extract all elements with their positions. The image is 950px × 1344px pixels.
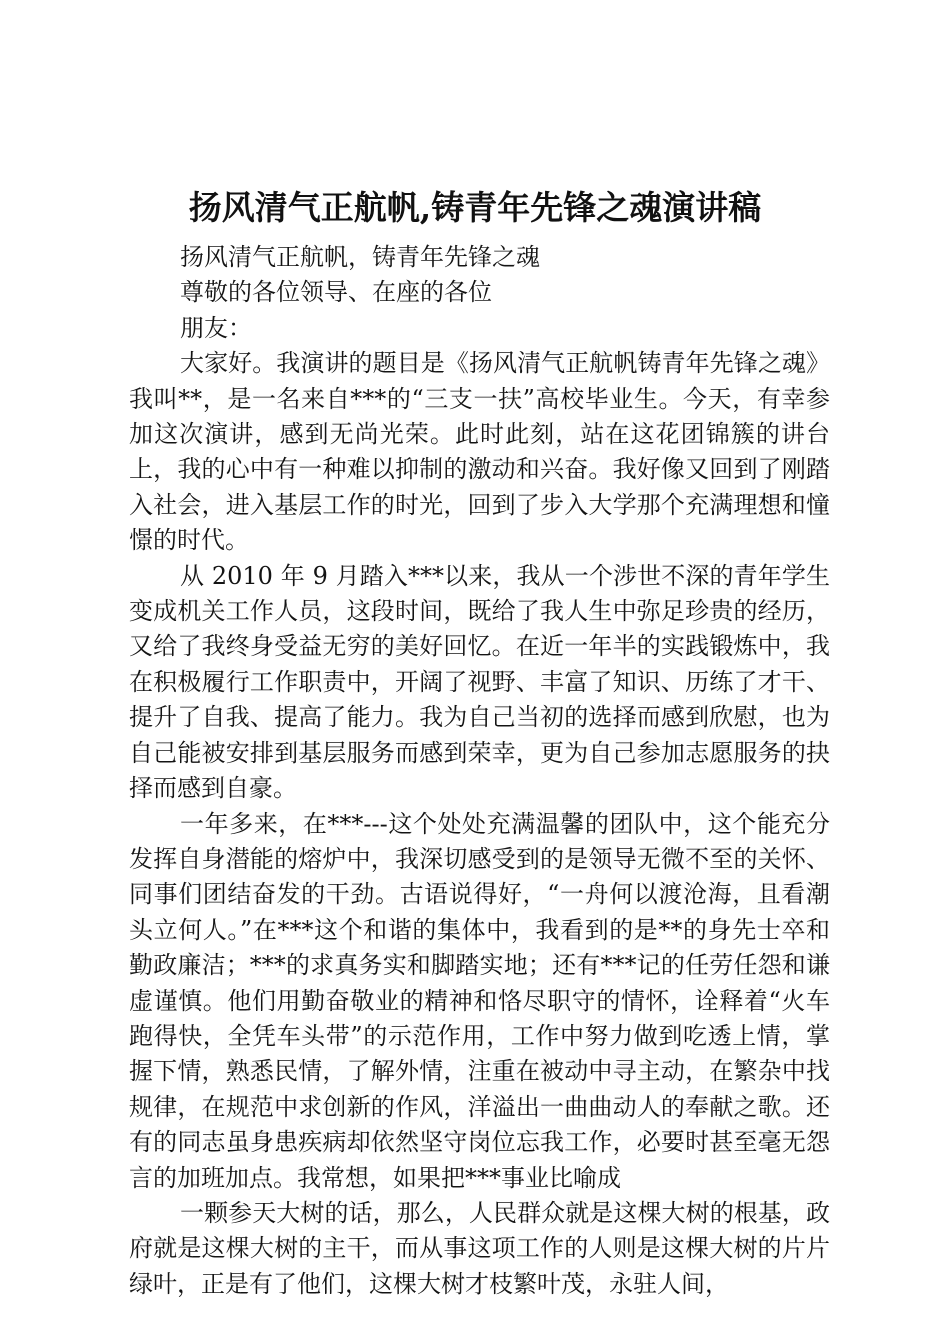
paragraph: 一年多来，在***---这个处处充满温馨的团队中，这个能充分发挥自身潜能的熔炉中，我深切感受到的是领导无微不至的关怀、同事们团结奋发的干劲。古语说得好，“一舟何以渡沧海，且看潮头立何人。”在***这个和谐的集体中，我看到的是**的身先士卒和勤政廉洁；***的求真务实和脚踏实地；还有***记的任劳任怨和谦虚谨慎。他们用勤奋敬业的精神和恪尽职守的情怀，诠释着“火车跑得快，全凭车头带”的示范作用，工作中努力做到吃透上情，掌握下情，熟悉民情，了解外情，注重在被动中寻主动，在繁杂中找规律，在规范中求创新的作风，洋溢出一曲曲动人的奉献之歌。还有的同志虽身患疾病却依然坚守岗位忘我工作，必要时甚至毫无怨言的加班加点。我常想，如果把***事业比喻成	[129, 809, 830, 1192]
paragraph-salutation: 尊敬的各位领导、在座的各位	[180, 278, 492, 307]
paragraph: 大家好。我演讲的题目是《扬风清气正航帆铸青年先锋之魂》我叫**，是一名来自***的“三支一扶”高校毕业生。今天，有幸参加这次演讲，感到无尚光荣。此时此刻，站在这花团锦簇的讲台上，我的心中有一种难以抑制的激动和兴奋。我好像又回到了刚踏入社会，进入基层工作的时光，回到了步入大学那个充满理想和憧憬的时代。	[129, 349, 830, 555]
paragraph-salutation-end: 朋友：	[180, 313, 252, 342]
document-title: 扬风清气正航帆,铸青年先锋之魂演讲稿	[188, 188, 762, 227]
paragraph-subtitle: 扬风清气正航帆，铸青年先锋之魂	[180, 243, 540, 271]
paragraph: 从 2010 年 9 月踏入***以来，我从一个涉世不深的青年学生变成机关工作人员，这段时间，既给了我人生中弥足珍贵的经历，又给了我终身受益无穷的美好回忆。在近一年半的实践锻炼中，我在积极履行工作职责中，开阔了视野、丰富了知识、历练了才干、提升了自我、提高了能力。我为自己当初的选择而感到欣慰，也为自己能被安排到基层服务而感到荣幸，更为自己参加志愿服务的抉择而感到自豪。	[129, 561, 830, 803]
paragraph: 一颗参天大树的话，那么，人民群众就是这棵大树的根基，政府就是这棵大树的主干，而从事这项工作的人则是这棵大树的片片绿叶，正是有了他们，这棵大树才枝繁叶茂，永驻人间，	[129, 1198, 830, 1298]
document-body	[129, 240, 830, 1302]
